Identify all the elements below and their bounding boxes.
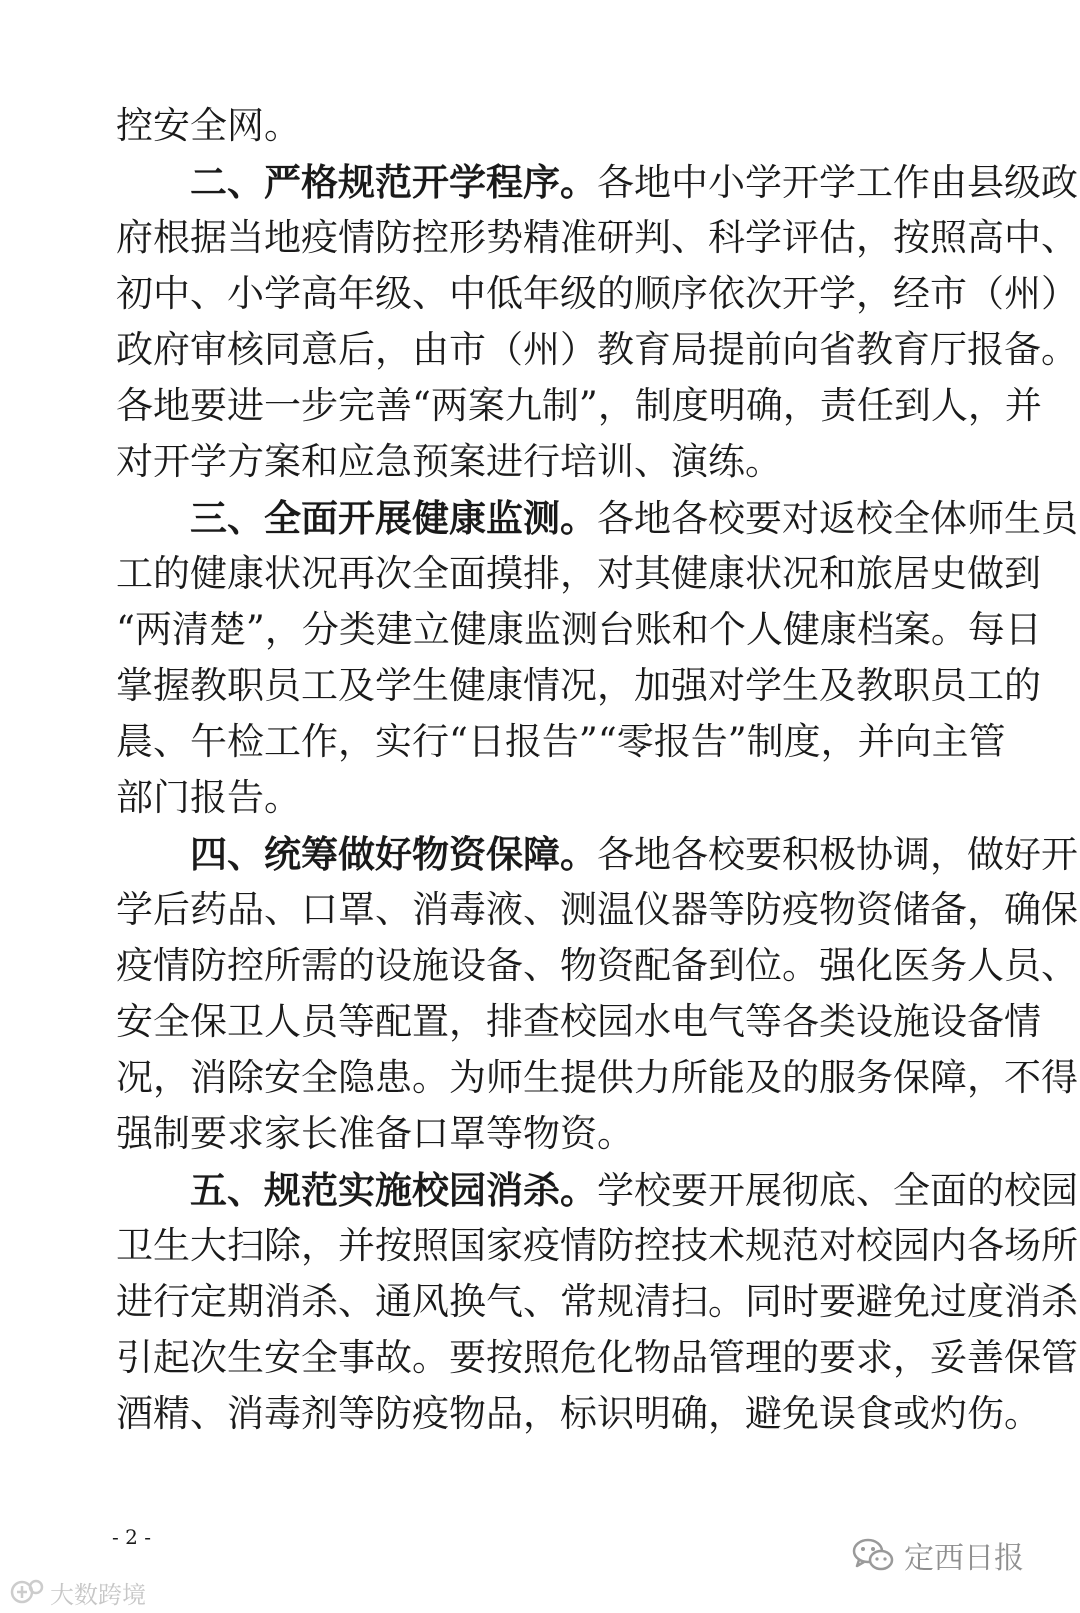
paragraph-line: 晨、午检工作，实行“日报告”“零报告”制度，并向主管 <box>116 720 1006 763</box>
paragraph-line: 对开学方案和应急预案进行培训、演练。 <box>116 440 782 483</box>
section-heading-line: 三、全面开展健康监测。各地各校要对返校全体师生员 <box>190 496 1078 540</box>
section-heading: 五、规范实施校园消杀。 <box>190 1168 597 1212</box>
paragraph-line: 初中、小学高年级、中低年级的顺序依次开学，经市（州） <box>116 272 1078 315</box>
wechat-icon <box>852 1537 894 1573</box>
section-heading: 三、全面开展健康监测。 <box>190 496 597 540</box>
source-watermark <box>852 1533 1024 1577</box>
paragraph-line: 学后药品、口罩、消毒液、测温仪器等防疫物资储备，确保 <box>116 888 1078 931</box>
paragraph-line: 掌握教职员工及学生健康情况，加强对学生及教职员工的 <box>116 664 1041 707</box>
paragraph-line: 况，消除安全隐患。为师生提供力所能及的服务保障，不得 <box>116 1056 1078 1099</box>
paragraph-line: 进行定期消杀、通风换气、常规清扫。同时要避免过度消杀 <box>116 1280 1078 1323</box>
corner-watermark <box>10 1575 146 1609</box>
corner-watermark-text: 大数跨境 <box>50 1580 146 1609</box>
section-heading: 四、统筹做好物资保障。 <box>190 832 597 876</box>
page-number: - 2 - <box>112 1525 151 1549</box>
paragraph-line: 工的健康状况再次全面摸排，对其健康状况和旅居史做到 <box>116 552 1041 595</box>
section-heading-line: 二、严格规范开学程序。各地中小学开学工作由县级政 <box>190 160 1078 204</box>
paragraph-line: 卫生大扫除，并按照国家疫情防控技术规范对校园内各场所 <box>116 1224 1078 1267</box>
paragraph-line: 各地要进一步完善“两案九制”，制度明确，责任到人，并 <box>116 384 1042 427</box>
source-watermark-text: 定西日报 <box>904 1541 1024 1576</box>
paragraph-line: 政府审核同意后，由市（州）教育局提前向省教育厅报备。 <box>116 328 1078 371</box>
paragraph-line: 府根据当地疫情防控形势精准研判、科学评估，按照高中、 <box>116 216 1078 259</box>
section-heading: 二、严格规范开学程序。 <box>190 160 597 204</box>
badge-icon <box>10 1577 44 1607</box>
paragraph-line: 引起次生安全事故。要按照危化物品管理的要求，妥善保管 <box>116 1336 1078 1379</box>
paragraph-line: 部门报告。 <box>116 776 301 819</box>
paragraph-line: 酒精、消毒剂等防疫物品，标识明确，避免误食或灼伤。 <box>116 1392 1041 1435</box>
paragraph-line: 控安全网。 <box>116 104 301 147</box>
paragraph-line: “两清楚”，分类建立健康监测台账和个人健康档案。每日 <box>116 608 1042 651</box>
paragraph-line: 疫情防控所需的设施设备、物资配备到位。强化医务人员、 <box>116 944 1078 987</box>
paragraph-line: 安全保卫人员等配置，排查校园水电气等各类设施设备情 <box>116 1000 1041 1043</box>
section-heading-line: 四、统筹做好物资保障。各地各校要积极协调，做好开 <box>190 832 1078 876</box>
paragraph-line: 强制要求家长准备口罩等物资。 <box>116 1112 634 1155</box>
section-heading-line: 五、规范实施校园消杀。学校要开展彻底、全面的校园 <box>190 1168 1078 1212</box>
